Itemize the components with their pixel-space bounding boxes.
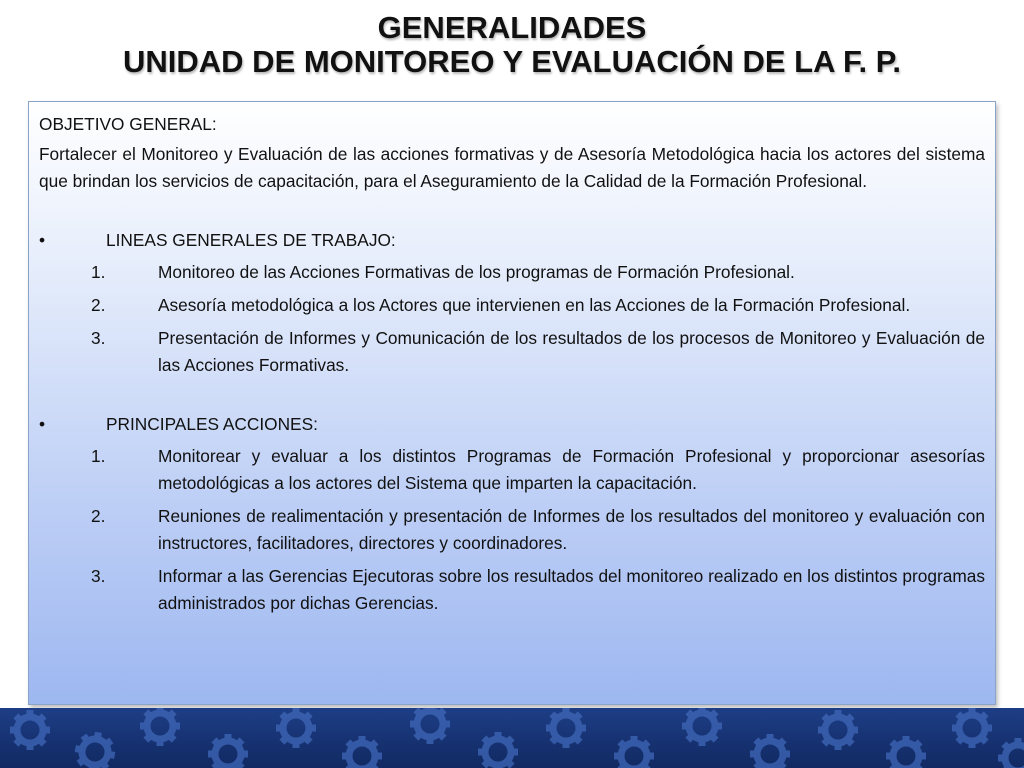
item-number: 2. <box>91 506 106 526</box>
objective-text: Fortalecer el Monitoreo y Evaluación de las acciones formativas y de Asesoría Metodológica hacia los actores del sistema que brindan los servicios de capacitación, para el Aseguramiento de la Calidad de la Formación Profesional. <box>39 144 985 191</box>
title-line-2: UNIDAD DE MONITOREO Y EVALUACIÓN DE LA F. P. <box>123 44 901 79</box>
item-number: 1. <box>91 446 106 466</box>
item-text: Monitoreo de las Acciones Formativas de los programas de Formación Profesional. <box>158 262 795 282</box>
item-number: 3. <box>91 328 106 348</box>
section-heading-lineas <box>39 227 985 254</box>
item-text: Asesoría metodológica a los Actores que intervienen en las Acciones de la Formación Profesional. <box>158 295 911 315</box>
bullet-icon: • <box>39 230 46 250</box>
list-item <box>39 292 985 319</box>
title-line-1: GENERALIDADES <box>377 10 647 45</box>
section-heading-label: LINEAS GENERALES DE TRABAJO: <box>106 230 396 250</box>
item-number: 3. <box>91 566 106 586</box>
item-text: Informar a las Gerencias Ejecutoras sobre los resultados del monitoreo realizado en los distintos programas administrados por dichas Gerencias. <box>158 566 985 613</box>
bullet-icon: • <box>39 414 46 434</box>
content-body <box>39 111 985 617</box>
list-item <box>39 325 985 379</box>
list-item <box>39 259 985 286</box>
section-heading-acciones <box>39 411 985 438</box>
gear-pattern-icon <box>0 708 1024 768</box>
item-number: 1. <box>91 262 106 282</box>
slide-title <box>0 10 1024 80</box>
footer-gear-band <box>0 708 1024 768</box>
list-item <box>39 503 985 557</box>
item-text: Monitorear y evaluar a los distintos Programas de Formación Profesional y proporcionar asesorías metodológicas a los actores del Sistema que imparten la capacitación. <box>158 446 985 493</box>
list-item <box>39 443 985 497</box>
item-text: Presentación de Informes y Comunicación de los resultados de los procesos de Monitoreo y Evaluación de las Acciones Formativas. <box>158 328 985 375</box>
section-heading-label: PRINCIPALES ACCIONES: <box>106 414 318 434</box>
item-number: 2. <box>91 295 106 315</box>
item-text: Reuniones de realimentación y presentación de Informes de los resultados del monitoreo y evaluación con instructores, facilitadores, directores y coordinadores. <box>158 506 985 553</box>
objective-heading: OBJETIVO GENERAL: <box>39 114 217 134</box>
list-item <box>39 563 985 617</box>
